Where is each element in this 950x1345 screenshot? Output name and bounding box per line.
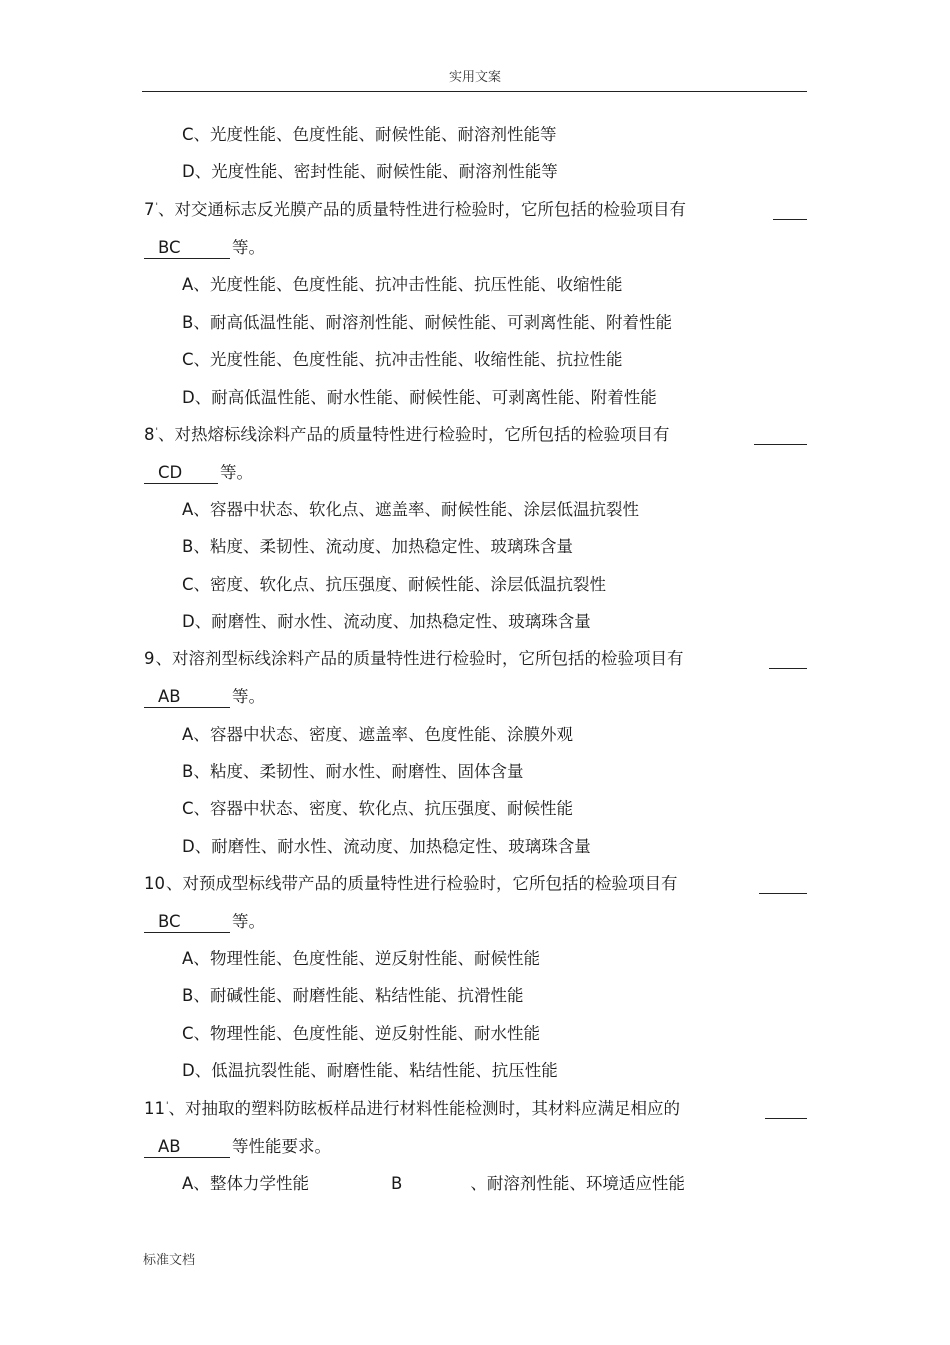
q9-option-c <box>182 798 573 820</box>
q6-option-c <box>182 124 557 146</box>
q8-answer-line <box>144 462 253 484</box>
q9-stem <box>144 648 684 670</box>
q6-option-d <box>182 161 558 183</box>
q10-option-c <box>182 1023 540 1045</box>
q10-option-b <box>182 985 524 1007</box>
option-text: 耐高低温性能、耐溶剂性能、耐候性能、可剥离性能、附着性能 <box>210 313 672 332</box>
q9-option-a <box>182 724 573 746</box>
option-letter: A、 <box>182 725 210 744</box>
option-text: 耐磨性、耐水性、流动度、加热稳定性、玻璃珠含量 <box>211 612 591 631</box>
q7-stem <box>144 199 686 221</box>
q10-answer: BC <box>144 912 230 933</box>
question-number: 10 <box>144 874 165 893</box>
q8-blank-line <box>754 444 807 445</box>
option-letter: A、 <box>182 500 210 519</box>
q7-answer-line <box>144 237 265 259</box>
q7-option-b <box>182 312 672 334</box>
question-text: 、对溶剂型标线涂料产品的质量特性进行检验时，它所包括的检验项目有 <box>155 649 684 668</box>
option-text: 耐磨性、耐水性、流动度、加热稳定性、玻璃珠含量 <box>211 837 591 856</box>
option-letter: C、 <box>182 575 211 594</box>
option-letter: D、 <box>182 162 212 181</box>
option-letter: B、 <box>182 762 210 781</box>
option-text: 容器中状态、软化点、遮盖率、耐候性能、涂层低温抗裂性 <box>210 500 639 519</box>
question-number: 8 <box>144 425 155 444</box>
option-text: 物理性能、色度性能、逆反射性能、耐候性能 <box>210 949 540 968</box>
q10-blank-line <box>759 893 807 894</box>
option-text: 光度性能、密封性能、耐候性能、耐溶剂性能等 <box>211 162 558 181</box>
option-letter: B、 <box>182 313 210 332</box>
q8-option-b <box>182 536 573 558</box>
option-text: 光度性能、色度性能、抗冲击性能、收缩性能、抗拉性能 <box>210 350 623 369</box>
option-text: 耐高低温性能、耐水性能、耐候性能、可剥离性能、附着性能 <box>211 388 657 407</box>
option-letter: C、 <box>182 1024 211 1043</box>
q7-answer-suffix: 等。 <box>232 238 265 257</box>
q10-option-a <box>182 948 540 970</box>
option-letter: C、 <box>182 350 211 369</box>
option-b-text: 、耐溶剂性能、环境适应性能 <box>470 1174 685 1193</box>
question-text: 、对抽取的塑料防眩板样品进行材料性能检测时，其材料应满足相应的 <box>168 1099 680 1118</box>
option-text: 粘度、柔韧性、流动度、加热稳定性、玻璃珠含量 <box>210 537 573 556</box>
option-letter: A、 <box>182 275 210 294</box>
q11-stem <box>144 1098 680 1120</box>
option-text: 容器中状态、密度、遮盖率、色度性能、涂膜外观 <box>210 725 573 744</box>
q7-blank-line <box>773 219 807 220</box>
option-letter: C、 <box>182 799 211 818</box>
q7-option-a <box>182 274 623 296</box>
q10-stem <box>144 873 678 895</box>
question-number: 7 <box>144 200 155 219</box>
option-letter: D、 <box>182 837 212 856</box>
question-mark: ' <box>155 202 158 212</box>
q9-answer: AB <box>144 687 230 708</box>
option-text: 物理性能、色度性能、逆反射性能、耐水性能 <box>210 1024 541 1043</box>
q7-option-d <box>182 387 657 409</box>
option-text: 耐碱性能、耐磨性能、粘结性能、抗滑性能 <box>210 986 524 1005</box>
q11-options <box>182 1173 685 1195</box>
q8-stem <box>144 424 669 446</box>
q11-answer: AB <box>144 1137 230 1158</box>
option-letter: B、 <box>182 537 210 556</box>
q9-option-d <box>182 836 591 858</box>
question-number: 9 <box>144 649 155 668</box>
option-text: 光度性能、色度性能、抗冲击性能、抗压性能、收缩性能 <box>210 275 623 294</box>
option-letter: D、 <box>182 1061 212 1080</box>
q10-answer-suffix: 等。 <box>232 912 265 931</box>
option-letter: D、 <box>182 612 212 631</box>
q9-answer-suffix: 等。 <box>232 687 265 706</box>
option-b-letter: B <box>391 1174 403 1193</box>
option-text: 低温抗裂性能、耐磨性能、粘结性能、抗压性能 <box>211 1061 558 1080</box>
q9-blank-line <box>769 668 807 669</box>
q11-blank-line <box>765 1118 807 1119</box>
page-footer: 标准文档 <box>143 1253 196 1268</box>
header-divider <box>142 91 807 92</box>
option-letter: B、 <box>182 986 210 1005</box>
question-text: 、对交通标志反光膜产品的质量特性进行检验时，它所包括的检验项目有 <box>157 200 686 219</box>
q11-answer-suffix: 等性能要求。 <box>232 1137 331 1156</box>
option-letter: A、 <box>182 1174 210 1193</box>
q7-answer: BC <box>144 238 230 259</box>
q9-option-b <box>182 761 524 783</box>
q9-answer-line <box>144 686 265 708</box>
q11-answer-line <box>144 1136 331 1158</box>
q7-option-c <box>182 349 623 371</box>
option-letter: C、 <box>182 125 211 144</box>
option-letter: A、 <box>182 949 210 968</box>
page-header: 实用文案 <box>448 70 501 85</box>
q8-answer-suffix: 等。 <box>220 463 253 482</box>
q10-option-d <box>182 1060 558 1082</box>
q8-answer: CD <box>144 463 218 484</box>
q8-option-a <box>182 499 639 521</box>
q8-option-c <box>182 574 606 596</box>
option-a-text: 整体力学性能 <box>210 1174 309 1193</box>
question-mark: ' <box>155 427 158 437</box>
option-text: 光度性能、色度性能、耐候性能、耐溶剂性能等 <box>210 125 557 144</box>
option-letter: D、 <box>182 388 212 407</box>
q10-answer-line <box>144 911 265 933</box>
q8-option-d <box>182 611 591 633</box>
option-text: 粘度、柔韧性、耐水性、耐磨性、固体含量 <box>210 762 524 781</box>
option-text: 密度、软化点、抗压强度、耐候性能、涂层低温抗裂性 <box>210 575 607 594</box>
question-mark: ' <box>166 1101 169 1111</box>
question-text: 、对预成型标线带产品的质量特性进行检验时，它所包括的检验项目有 <box>166 874 678 893</box>
question-number: 11 <box>144 1099 165 1118</box>
question-text: 、对热熔标线涂料产品的质量特性进行检验时，它所包括的检验项目有 <box>157 425 670 444</box>
option-text: 容器中状态、密度、软化点、抗压强度、耐候性能 <box>210 799 574 818</box>
